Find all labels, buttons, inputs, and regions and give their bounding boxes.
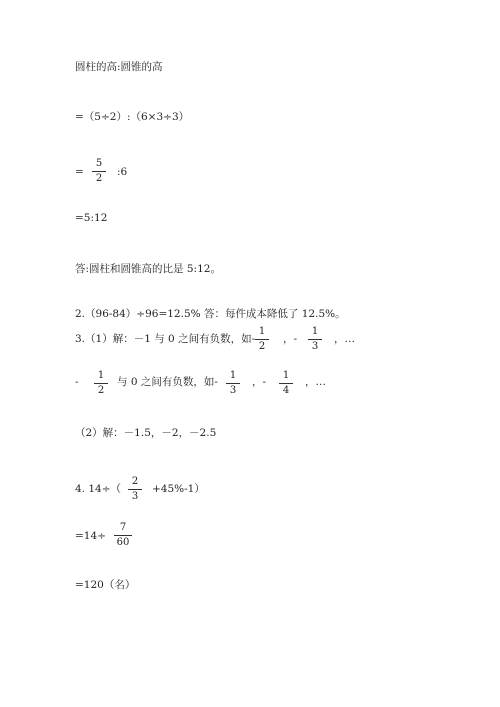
ratio-step-1: =（5÷2）:（6×3÷3） (75, 111, 190, 123)
fraction-1-over-2 (253, 326, 271, 353)
problem-2-solution: 2.（96-84）÷96=12.5% 答：每件成本降低了 12.5%。 (75, 308, 346, 320)
ellipsis: ，… (334, 333, 355, 345)
fraction-7-over-60 (112, 522, 134, 549)
fraction-bar (226, 383, 240, 384)
fraction-numerator: 1 (97, 370, 105, 381)
fraction-bar (255, 339, 269, 340)
fraction-1-over-3 (306, 326, 324, 353)
fraction-1-over-4 (277, 370, 295, 397)
fraction-denominator: 4 (282, 385, 290, 396)
fraction-numerator: 7 (119, 522, 127, 533)
fraction-bar (279, 383, 293, 384)
fraction-numerator: 1 (282, 370, 290, 381)
fraction-denominator: 60 (116, 537, 130, 548)
separator: ，- (283, 333, 298, 345)
fraction-1-over-2 (92, 370, 110, 397)
fraction-numerator: 1 (258, 326, 266, 337)
problem-3-part-2: （2）解：－1.5，－2，－2.5 (75, 427, 217, 439)
ratio-heading: 圆柱的高:圆锥的高 (75, 61, 163, 73)
step-prefix: =14÷ (75, 530, 106, 542)
between-text: 与 0 之间有负数，如- (117, 376, 218, 388)
separator: ，- (252, 376, 267, 388)
fraction-numerator: 1 (311, 326, 319, 337)
ratio-result: =5:12 (75, 212, 108, 224)
equals-sign: = (75, 166, 84, 178)
fraction-bar (308, 339, 322, 340)
fraction-bar (92, 171, 106, 172)
fraction-bar (94, 383, 108, 384)
fraction-5-over-2 (90, 158, 108, 185)
fraction-denominator: 3 (311, 341, 319, 352)
ellipsis: ，… (305, 376, 326, 388)
expression-rest: +45%-1） (152, 483, 205, 495)
fraction-1-over-3 (224, 370, 242, 397)
fraction-numerator: 2 (131, 476, 139, 487)
problem-4-result: =120（名） (75, 579, 136, 591)
fraction-denominator: 3 (229, 385, 237, 396)
problem-4-intro: 4. 14÷（ (75, 483, 122, 495)
fraction-numerator: 1 (229, 370, 237, 381)
problem-3-intro: 3.（1）解：－1 与 0 之间有负数，如- (75, 333, 256, 345)
fraction-2-over-3 (126, 476, 144, 503)
answer-1: 答:圆柱和圆锥高的比是 5:12。 (75, 263, 221, 275)
fraction-numerator: 5 (95, 158, 103, 169)
minus-sign: - (75, 376, 79, 388)
fraction-denominator: 2 (97, 385, 105, 396)
fraction-denominator: 2 (95, 173, 103, 184)
ratio-right-term: :6 (117, 166, 128, 178)
fraction-denominator: 3 (131, 491, 139, 502)
fraction-bar (114, 535, 132, 536)
fraction-denominator: 2 (258, 341, 266, 352)
fraction-bar (128, 489, 142, 490)
